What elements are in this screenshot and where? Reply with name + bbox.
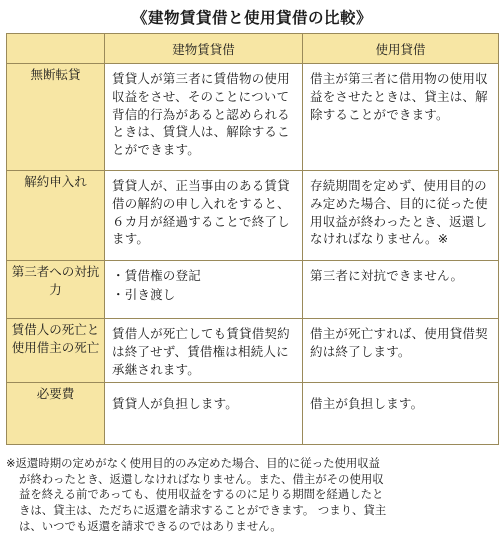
footnote-line: ※返還時期の定めがなく使用目的のみ定めた場合、目的に従った使用収益 [6, 456, 381, 470]
header-loan: 使用貸借 [303, 34, 499, 64]
footnote-line: 益を終える前であっても、使用収益をするのに足りる期間を経過したと [19, 487, 384, 502]
comparison-table [6, 33, 499, 445]
cell-loan-third-party-opposability: 第三者に対抗できません。 [303, 261, 499, 319]
footnote-line: きは、貸主は、ただちに返還を請求することができます。 つまり、貸主 [19, 503, 387, 518]
footnote-line: が終わったとき、返還しなければなりません。また、借主がその使用収 [19, 471, 384, 486]
table-row [7, 261, 499, 319]
list-item: ・引き渡し [112, 286, 176, 302]
table-row [7, 383, 499, 445]
row-label-death: 賃借人の死亡と使用借主の死亡 [7, 319, 105, 383]
cell-lease-unauthorized-sublease: 賃貸人が第三者に賃借物の使用収益をさせ、そのことについて背信的行為があると認められるときは、賃貸人は、解除することができます。 [105, 64, 303, 171]
row-label-third-party-opposability: 第三者への対抗力 [7, 261, 105, 319]
table-row [7, 171, 499, 261]
row-label-unauthorized-sublease: 無断転貸 [7, 64, 105, 171]
table-header-row [7, 34, 499, 64]
cell-lease-necessary-expenses: 賃貸人が負担します。 [105, 383, 303, 445]
cell-lease-third-party-opposability [105, 261, 303, 319]
list-item: ・賃借権の登記 [112, 268, 201, 283]
footnote-line: は、いつでも返還を請求できるのではありません。 [19, 518, 282, 533]
table-row [7, 64, 499, 171]
table-row [7, 319, 499, 383]
header-lease: 建物賃貸借 [105, 34, 303, 64]
row-label-termination-request: 解約申入れ [7, 171, 105, 261]
cell-loan-unauthorized-sublease: 借主が第三者に借用物の使用収益をさせたときは、貸主は、解除することができます。 [303, 64, 499, 171]
footnote [6, 456, 500, 535]
row-label-necessary-expenses: 必要費 [7, 383, 105, 445]
page-title: 《建物賃貸借と使用貸借の比較》 [131, 9, 372, 27]
cell-loan-termination-request: 存続期間を定めず、使用目的のみ定めた場合、目的に従った使用収益が終わったとき、返還しなければなりません。※ [303, 171, 499, 261]
cell-lease-death: 賃借人が死亡しても賃貸借契約は終了せず、賃借権は相続人に承継されます。 [105, 319, 303, 383]
lease-opposability-list [112, 267, 295, 305]
cell-loan-necessary-expenses: 借主が負担します。 [303, 383, 499, 445]
cell-loan-death: 借主が死亡すれば、使用貸借契約は終了します。 [303, 319, 499, 383]
cell-lease-termination-request: 賃貸人が、正当事由のある賃貸借の解約の申し入れをすると、６カ月が経過することで終了します。 [105, 171, 303, 261]
header-corner-cell [7, 34, 105, 64]
